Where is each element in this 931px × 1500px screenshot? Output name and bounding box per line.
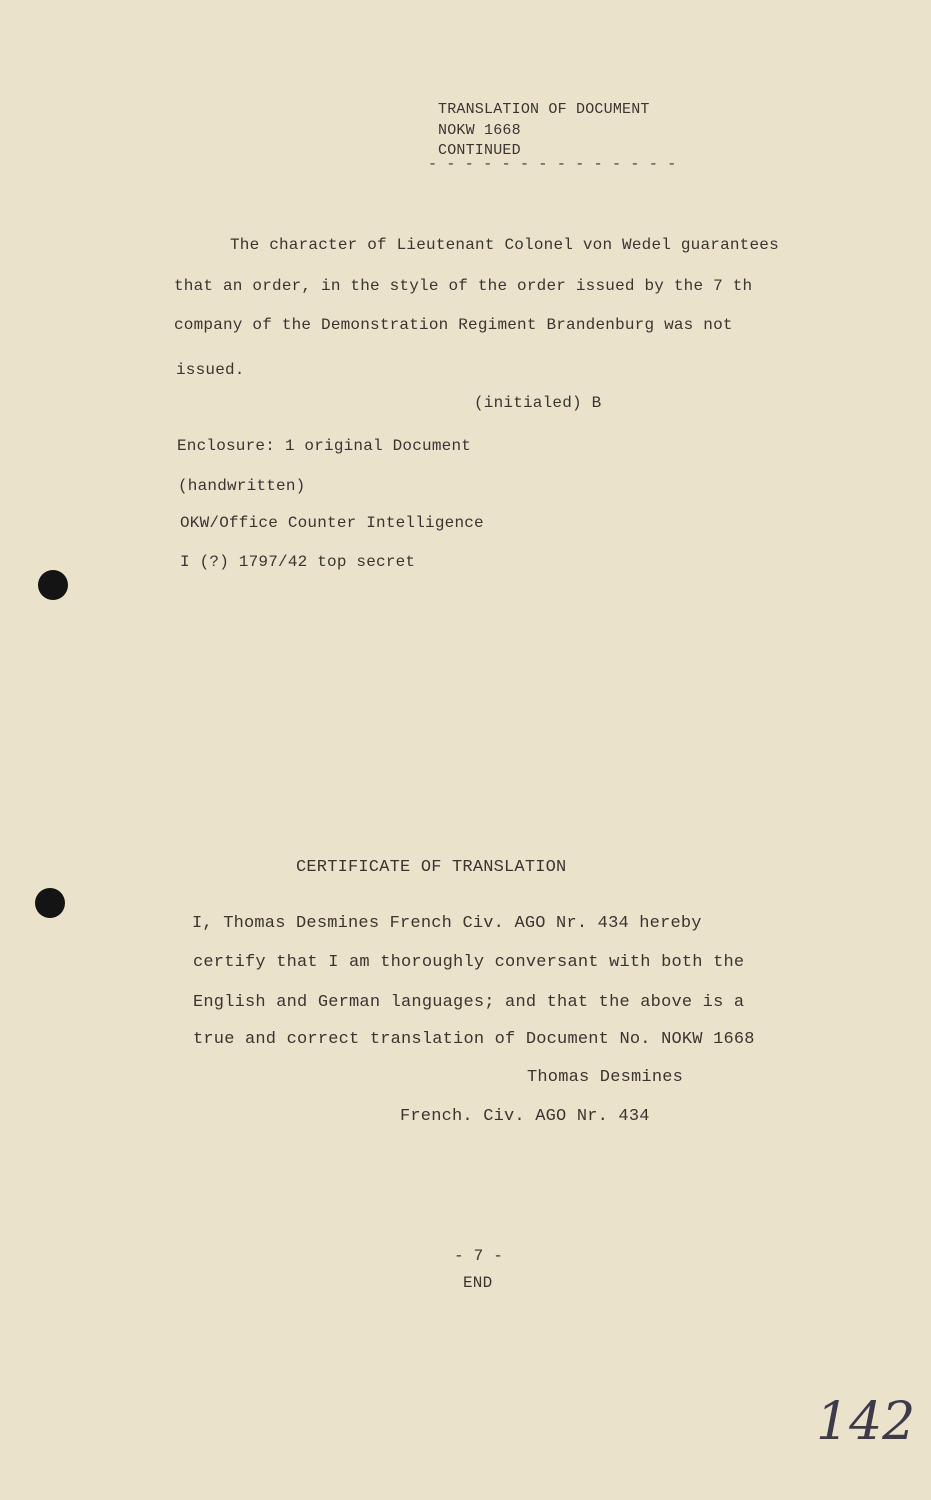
certificate-line-1: I, Thomas Desmines French Civ. AGO Nr. 434 hereby <box>192 914 702 933</box>
punch-hole <box>35 888 65 918</box>
header-rule: - - - - - - - - - - - - - - <box>428 156 677 173</box>
handwritten-note: (handwritten) <box>178 477 306 495</box>
office-line: OKW/Office Counter Intelligence <box>180 514 484 532</box>
page-number: - 7 - <box>454 1247 504 1265</box>
header-document-number: NOKW 1668 <box>438 122 521 139</box>
header-continued: CONTINUED <box>438 142 521 159</box>
reference-line: I (?) 1797/42 top secret <box>180 553 416 571</box>
certificate-line-2: certify that I am thoroughly conversant with both the <box>193 953 745 972</box>
translator-signature: Thomas Desmines <box>527 1068 684 1087</box>
certificate-title: CERTIFICATE OF TRANSLATION <box>296 858 567 877</box>
certificate-line-3: English and German languages; and that the above is a <box>193 993 745 1012</box>
translator-title: French. Civ. AGO Nr. 434 <box>400 1107 650 1126</box>
punch-hole <box>38 570 68 600</box>
header-title: TRANSLATION OF DOCUMENT <box>438 101 650 118</box>
paragraph-line-1: The character of Lieutenant Colonel von Wedel guarantees <box>230 236 779 254</box>
certificate-line-4: true and correct translation of Document No. NOKW 1668 <box>193 1030 755 1049</box>
end-marker: END <box>463 1274 493 1292</box>
paragraph-line-3: company of the Demonstration Regiment Brandenburg was not <box>174 316 733 334</box>
archive-page-number: 142 <box>816 1392 916 1452</box>
initialed-mark: (initialed) B <box>474 394 602 412</box>
enclosure-line: Enclosure: 1 original Document <box>177 437 472 455</box>
paragraph-line-2: that an order, in the style of the order issued by the 7 th <box>174 277 753 295</box>
paragraph-line-4: issued. <box>176 361 245 379</box>
